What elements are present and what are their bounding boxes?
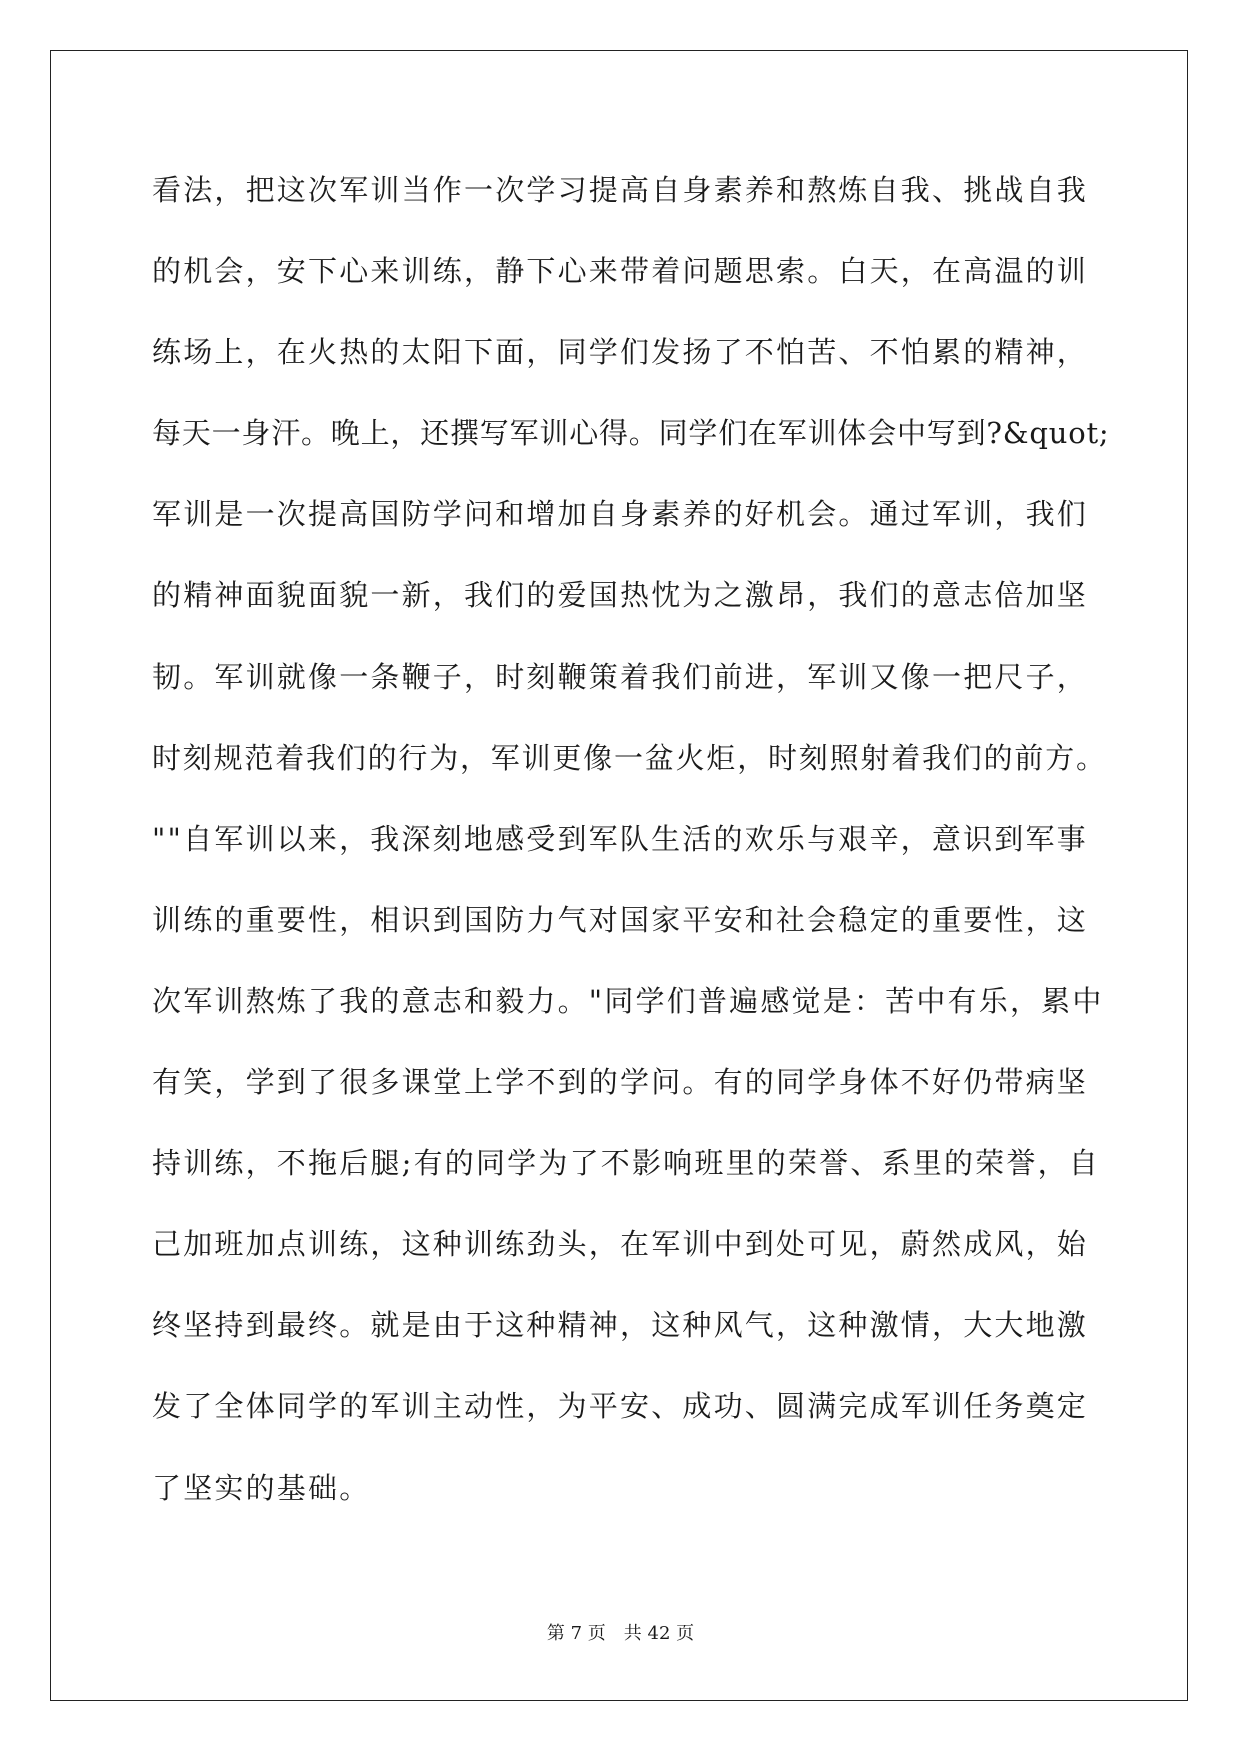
text-line: 了坚实的基础。 [152, 1470, 371, 1505]
text-line: 每天一身汗。晚上，还撰写军训心得。同学们在军训体会中写到?&quot; [152, 416, 1110, 451]
text-line: ""自军训以来，我深刻地感受到军队生活的欢乐与艰辛，意识到军事 [152, 821, 1088, 856]
text-line: 持训练，不拖后腿;有的同学为了不影响班里的荣誉、系里的荣誉，自 [152, 1146, 1100, 1181]
text-line: 终坚持到最终。就是由于这种精神，这种风气，这种激情，大大地激 [152, 1308, 1089, 1343]
page-number: 第 7 页 共 42 页 [546, 1623, 695, 1644]
text-line: 己加班加点训练，这种训练劲头，在军训中到处可见，蔚然成风，始 [152, 1227, 1089, 1262]
text-line: 韧。军训就像一条鞭子，时刻鞭策着我们前进，军训又像一把尺子， [152, 659, 1089, 694]
text-line: 军训是一次提高国防学问和增加自身素养的好机会。通过军训，我们 [152, 497, 1089, 532]
text-line: 的精神面貌面貌一新，我们的爱国热忱为之激昂，我们的意志倍加坚 [152, 578, 1089, 613]
text-line: 的机会，安下心来训练，静下心来带着问题思索。白天，在高温的训 [152, 254, 1089, 289]
text-line: 时刻规范着我们的行为，军训更像一盆火炬，时刻照射着我们的前方。 [152, 740, 1107, 775]
body-text [152, 163, 1112, 1542]
text-line: 次军训熬炼了我的意志和毅力。"同学们普遍感觉是：苦中有乐，累中 [152, 983, 1104, 1018]
text-line: 看法，把这次军训当作一次学习提高自身素养和熬炼自我、挑战自我 [152, 173, 1089, 207]
text-line: 训练的重要性，相识到国防力气对国家平安和社会稳定的重要性，这 [152, 902, 1089, 937]
text-line: 发了全体同学的军训主动性，为平安、成功、圆满完成军训任务奠定 [152, 1389, 1089, 1424]
text-line: 有笑，学到了很多课堂上学不到的学问。有的同学身体不好仍带病坚 [152, 1065, 1089, 1100]
text-line: 练场上，在火热的太阳下面，同学们发扬了不怕苦、不怕累的精神， [152, 335, 1089, 370]
